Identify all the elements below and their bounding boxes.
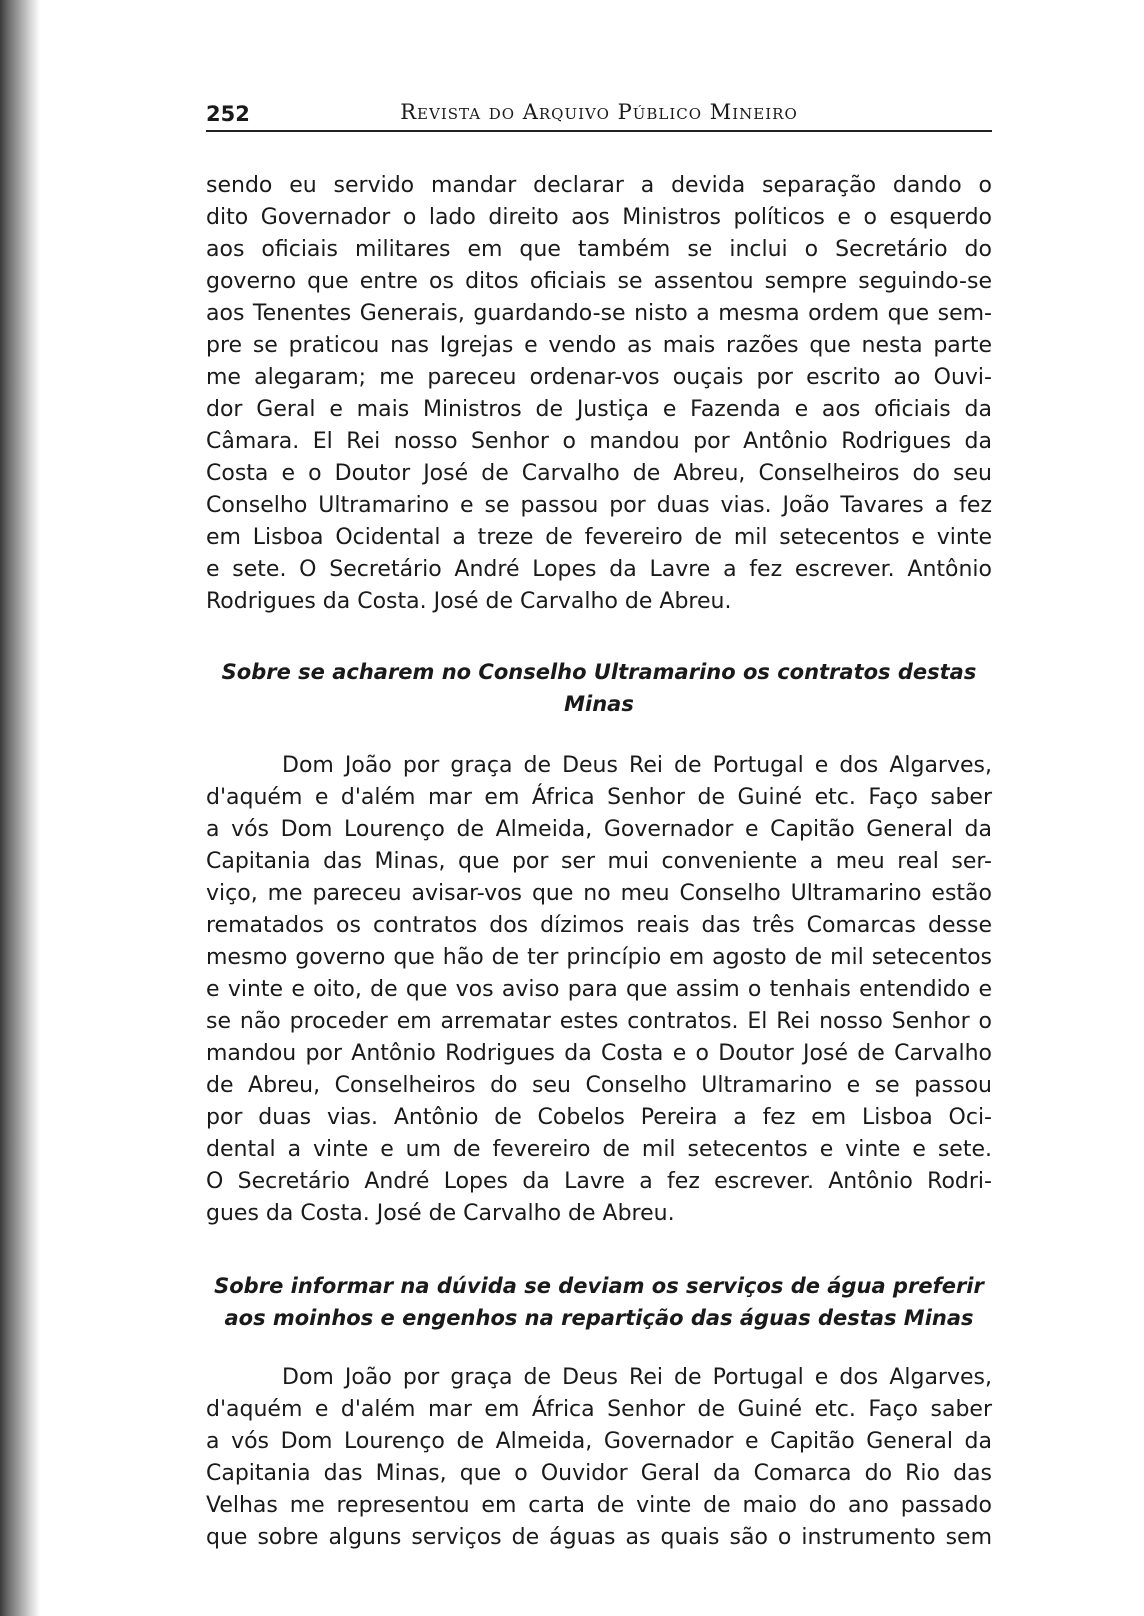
text-line: aos Tenentes Generais, guardando-se nisto a mesma ordem que sem- [206, 301, 992, 326]
text-line: a vós Dom Lourenço de Almeida, Governador e Capitão General da [206, 817, 992, 842]
text-line: governo que entre os ditos oficiais se assentou sempre seguindo-se [206, 269, 992, 294]
text-line: mesmo governo que hão de ter princípio em agosto de mil setecentos [206, 945, 992, 970]
text-line: Câmara. El Rei nosso Senhor o mandou por Antônio Rodrigues da [206, 429, 992, 454]
section-heading [206, 1270, 992, 1334]
text-line: por duas vias. Antônio de Cobelos Pereira a fez em Lisboa Oci- [206, 1105, 992, 1130]
text-line: Velhas me representou em carta de vinte de maio do ano passado [206, 1493, 992, 1518]
text-line: aos oficiais militares em que também se inclui o Secretário do [206, 237, 992, 262]
text-line: Dom João por graça de Deus Rei de Portugal e dos Algarves, [282, 753, 992, 778]
heading-line: Sobre informar na dúvida se deviam os serviços de água preferir [214, 1274, 984, 1298]
text-line: Rodrigues da Costa. José de Carvalho de Abreu. [206, 589, 732, 614]
running-header [206, 96, 992, 132]
text-line: O Secretário André Lopes da Lavre a fez escrever. Antônio Rodri- [206, 1169, 992, 1194]
text-line: e vinte e oito, de que vos aviso para que assim o tenhais entendido e [206, 977, 992, 1002]
text-line: a vós Dom Lourenço de Almeida, Governador e Capitão General da [206, 1429, 992, 1454]
text-line: d'aquém e d'além mar em África Senhor de Guiné etc. Faço saber [206, 785, 992, 810]
paragraph-continuation [206, 170, 992, 618]
text-line: pre se praticou nas Igrejas e vendo as mais razões que nesta parte [206, 333, 992, 358]
page-number: 252 [206, 102, 250, 126]
page-binding-shadow [0, 0, 40, 1616]
text-line: me alegaram; me pareceu ordenar-vos ouçais por escrito ao Ouvi- [206, 365, 992, 390]
heading-line: aos moinhos e engenhos na repartição das águas destas Minas [224, 1306, 974, 1330]
text-line: Conselho Ultramarino e se passou por duas vias. João Tavares a fez [206, 493, 992, 518]
text-line: se não proceder em arrematar estes contratos. El Rei nosso Senhor o [206, 1009, 992, 1034]
text-line: mandou por Antônio Rodrigues da Costa e o Doutor José de Carvalho [206, 1041, 992, 1066]
text-line: de Abreu, Conselheiros do seu Conselho Ultramarino e se passou [206, 1073, 992, 1098]
book-page [206, 96, 992, 1554]
text-line: Dom João por graça de Deus Rei de Portugal e dos Algarves, [282, 1365, 992, 1390]
text-line: viço, me pareceu avisar-vos que no meu Conselho Ultramarino estão [206, 881, 992, 906]
text-line: Capitania das Minas, que por ser mui conveniente a meu real ser- [206, 849, 992, 874]
journal-title: Revista do Arquivo Público Mineiro [400, 100, 798, 124]
text-line: dito Governador o lado direito aos Ministros políticos e o esquerdo [206, 205, 992, 230]
text-line: rematados os contratos dos dízimos reais das três Comarcas desse [206, 913, 992, 938]
text-line: Costa e o Doutor José de Carvalho de Abreu, Conselheiros do seu [206, 461, 992, 486]
heading-line: Sobre se acharem no Conselho Ultramarino os contratos destas Minas [221, 660, 977, 716]
text-line: em Lisboa Ocidental a treze de fevereiro de mil setecentos e vinte [206, 525, 992, 550]
text-line: d'aquém e d'além mar em África Senhor de Guiné etc. Faço saber [206, 1397, 992, 1422]
paragraph [206, 1362, 992, 1554]
text-line: dental a vinte e um de fevereiro de mil setecentos e vinte e sete. [206, 1137, 992, 1162]
text-line: Capitania das Minas, que o Ouvidor Geral da Comarca do Rio das [206, 1461, 992, 1486]
paragraph [206, 750, 992, 1230]
text-line: que sobre alguns serviços de águas as quais são o instrumento sem [206, 1525, 992, 1550]
text-line: gues da Costa. José de Carvalho de Abreu. [206, 1201, 675, 1226]
text-line: dor Geral e mais Ministros de Justiça e Fazenda e aos oficiais da [206, 397, 992, 422]
text-line: sendo eu servido mandar declarar a devida separação dando o [206, 173, 992, 198]
section-heading [206, 656, 992, 720]
text-line: e sete. O Secretário André Lopes da Lavre a fez escrever. Antônio [206, 557, 992, 582]
